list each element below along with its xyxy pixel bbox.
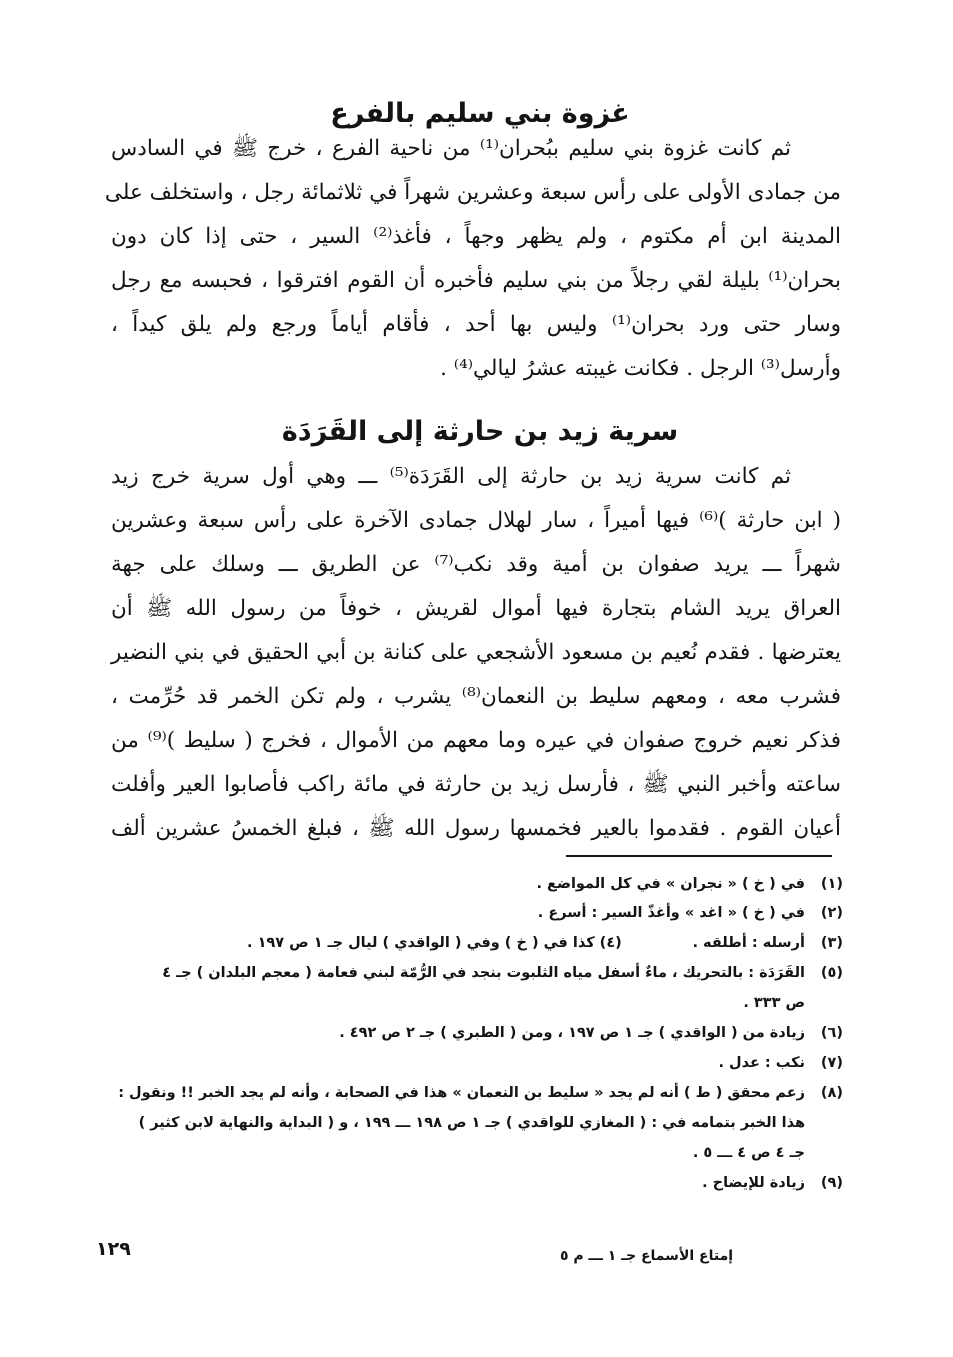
footnote-number: (٦) [820,1025,843,1041]
footnote [108,1169,843,1197]
footnote-number: (٩) [820,1175,843,1191]
footnote-continuation: ص ٣٣٣ . [743,995,805,1011]
paragraph-line: فشرب معه ، ومعهم سليط بن النعمان⁽⁸⁾ يشرب ، ولم تكن الخمر قد حُرِّمت ، [111,684,841,709]
paragraph-line: بحران⁽¹⁾ بليلة لقي رجلاً من بني سليم فأخبره أن القوم افترقوا ، فحبسه مع رجل [111,268,841,293]
page-number: ١٢٩ [96,1238,131,1260]
section-title: سرية زيد بن حارثة إلى القَرَدَة [281,416,679,447]
signature-mark: إمتاع الأسماع جـ ١ ـــ م ٥ [560,1248,734,1264]
section-title: غزوة بني سليم بالفرع [330,98,630,129]
footnote [108,929,843,957]
paragraph-line: ثم كانت سرية زيد بن حارثة إلى القَرَدَة⁽⁵⁾ ـــ وهي أول سرية خرج زيد [111,464,791,489]
footnote [108,1079,843,1107]
footnote-text: زعم محقق ( ط ) أنه لم يجد « سليط بن النعمان » هذا في الصحابة ، وأنه لم يجد الخبر !! ونقول : [118,1085,805,1101]
footnote-number: (٣) [820,935,843,951]
footnote-number: (٥) [820,965,843,981]
footnote-text: أرسله : أطلقه . (٤) كذا في ( خ ) وفي ( الواقدي ) ليال جـ ١ ص ١٩٧ . [247,935,805,951]
paragraph-line: ( ابن حارثة )⁽⁶⁾ فيها أميراً ، سار لهلال جمادى الآخرة على رأس سبعة وعشرين [111,508,841,533]
footnote-number: (٨) [820,1085,843,1101]
footnote-text: في ( خ ) « اغد » وأغذّ السير : أسرع . [537,905,805,921]
paragraph-line: وسار حتى ورد بحران⁽¹⁾ وليس بها أحد ، فأقام أياماً ورجع ولم يلق كيداً ، [111,312,841,337]
paragraph-line: العراق يريد الشام بتجارة فيها أموال لقريش ، خوفاً من رسول الله ﷺ أن [111,596,841,621]
footnote-text: نكب : عدل . [718,1055,805,1071]
footnote-number: (١) [820,876,843,892]
footnote-text: القَرَدَة : بالتحريك ، ماءٌ أسفل مياه الثلبوت بنجد في الرُّمّة لبني فعامة ( معجم البلدان ) جـ ٤ [162,965,805,981]
paragraph-line: فذكر نعيم خروج صفوان في عيره وما معهم من الأموال ، فخرج ( سليط )⁽⁹⁾ من [111,728,842,753]
footnote [108,1019,843,1047]
footnote-text: زيادة للإيضاح . [702,1175,805,1191]
paragraph-line: من جمادى الأولى على رأس سبعة وعشرين شهراً في ثلاثمائة رجل ، واستخلف على [104,180,841,205]
footnote-continuation: هذا الخبر بتمامه في : ( المغازي للواقدي ) جـ ١ ص ١٩٨ ـــ ١٩٩ ، و ( البداية والنهاية لابن كثير ) [138,1115,805,1131]
footnote [108,899,843,927]
footnote [108,1049,843,1077]
footnote [108,870,843,898]
paragraph-line: يعترضها . فقدم نُعيم بن مسعود الأشجعي على كنانة بن أبي الحقيق في بني النضير [111,640,841,665]
footnote-text: في ( خ ) « نجران » في كل المواضع . [536,876,805,892]
footnote-divider [566,855,832,857]
footnote-number: (٧) [820,1055,843,1071]
footnote [108,959,843,987]
paragraph-line: المدينة ابن أم مكتوم ، ولم يظهر وجهاً ، فأغذ⁽²⁾ السير ، حتى إذا كان دون [111,224,841,249]
footnote-text: زيادة من ( الواقدي ) جـ ١ ص ١٩٧ ، ومن ( الطبري ) جـ ٢ ص ٤٩٢ . [339,1025,805,1041]
footnote-continuation: جـ ٤ ص ٤ ـــ ٥ . [692,1145,805,1161]
paragraph-line: شهراً ـــ يريد صفوان بن أمية وقد نكب⁽⁷⁾ عن الطريق ـــ وسلك على جهة [111,552,841,577]
paragraph-line: ساعته وأخبر النبي ﷺ ، فأرسل زيد بن حارثة في مائة راكب فأصابوا العير وأفلت [111,772,841,797]
footnote-number: (٢) [820,905,843,921]
paragraph-line: ثم كانت غزوة بني سليم ببُحران⁽¹⁾ من ناحية الفرع ، خرج ﷺ في السادس [111,136,791,161]
paragraph-line: وأرسل⁽³⁾ الرجل . فكانت غيبته عشرُ ليالي⁽⁴⁾ . [440,356,841,381]
paragraph-line: أعيان القوم . فقدموا بالعير فخمسها رسول الله ﷺ ، فبلغ الخمسُ عشرين ألف [111,816,841,841]
